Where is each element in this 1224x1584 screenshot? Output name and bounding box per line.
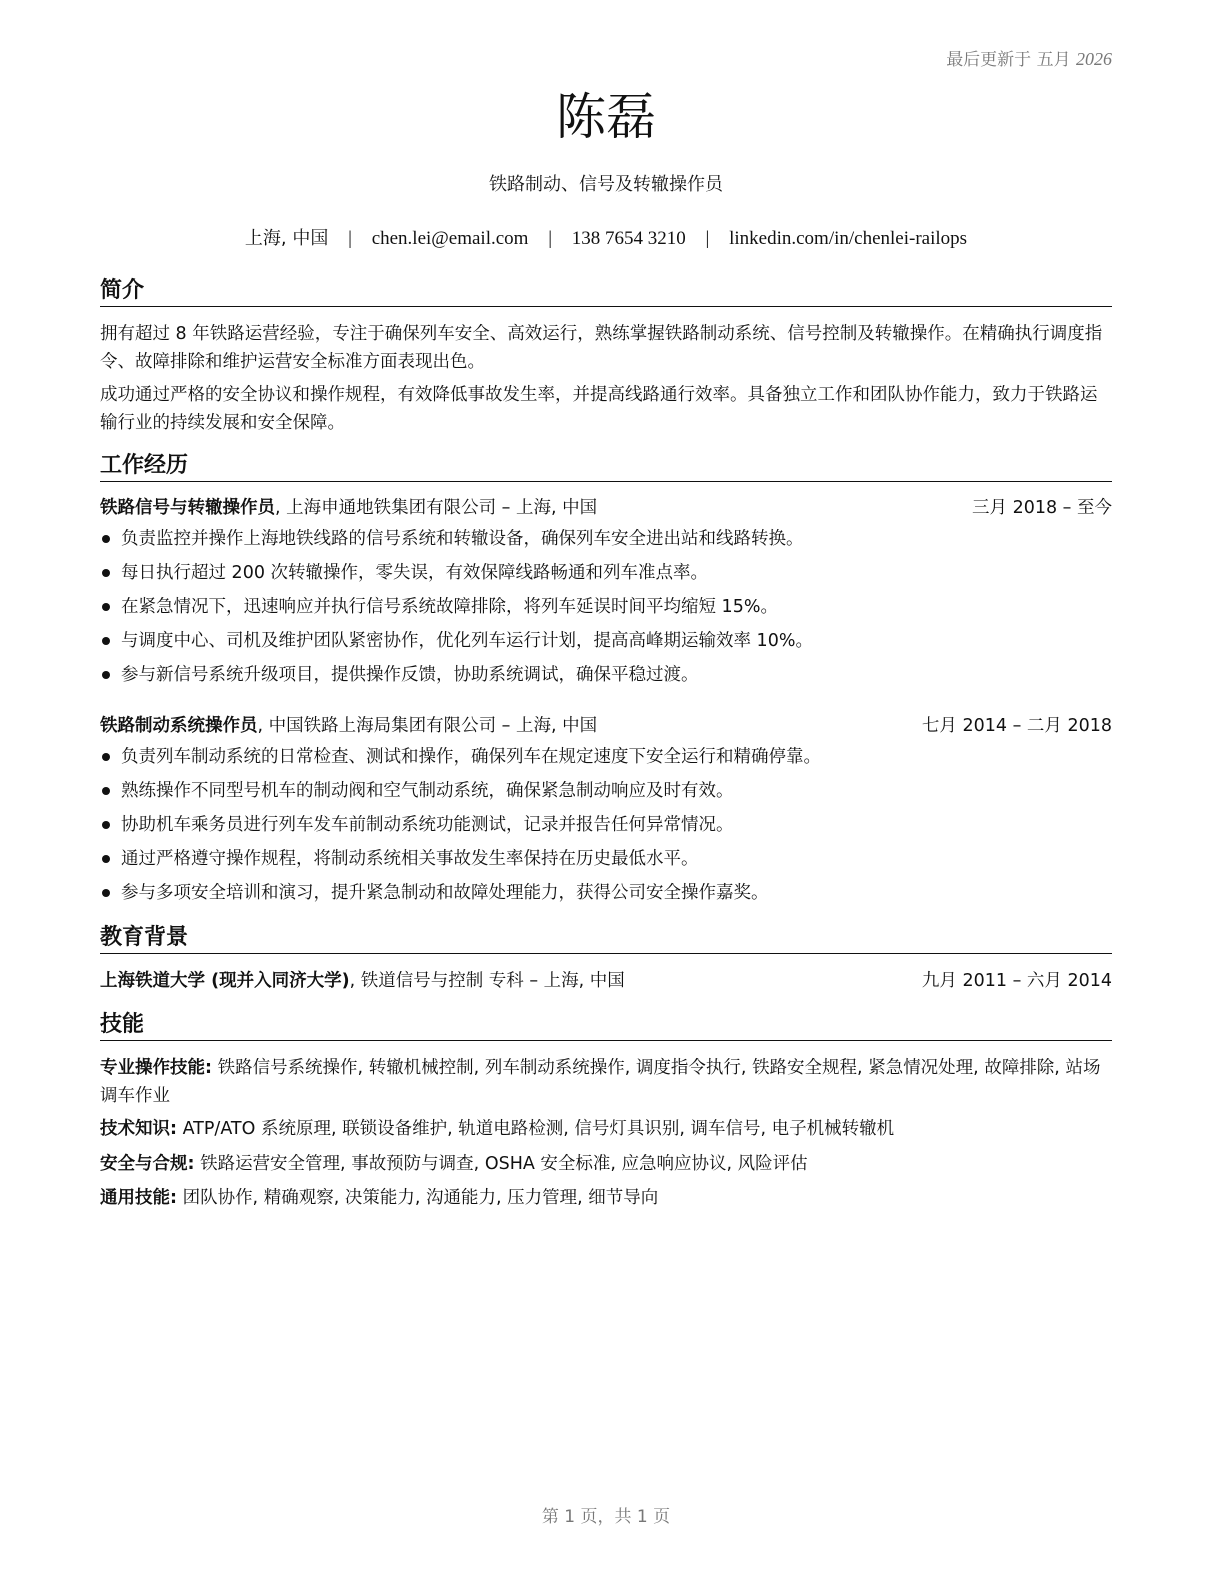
education-school: 上海铁道大学 (现并入同济大学)	[100, 971, 350, 991]
bullet-text: 协助机车乘务员进行列车发车前制动系统功能测试，记录并报告任何异常情况。	[121, 815, 734, 835]
candidate-headline: 铁路制动、信号及转辙操作员	[489, 174, 723, 195]
list-item	[100, 811, 1112, 845]
bullet-icon	[102, 569, 110, 577]
resume-page	[100, 0, 1112, 1584]
contact-linkedin[interactable]: linkedin.com/in/chenlei-railops	[729, 228, 968, 249]
skill-group	[100, 1184, 1112, 1212]
list-item	[100, 743, 1112, 777]
summary-paragraph: 成功通过严格的安全协议和操作规程，有效降低事故发生率，并提高线路通行效率。具备独立工作和团队协作能力，致力于铁路运输行业的持续发展和安全保障。	[100, 385, 1098, 433]
bullet-text: 通过严格遵守操作规程，将制动系统相关事故发生率保持在历史最低水平。	[121, 849, 699, 869]
contact-separator: |	[705, 228, 710, 249]
section-title-summary: 简介	[100, 276, 1112, 307]
skill-group-items: 铁路运营安全管理, 事故预防与调查, OSHA 安全标准, 应急响应协议, 风险评估	[194, 1154, 808, 1174]
skill-group-items: 铁路信号系统操作, 转辙机械控制, 列车制动系统操作, 调度指令执行, 铁路安全规程, 紧急情况处理, 故障排除, 站场调车作业	[100, 1058, 1101, 1106]
contact-email[interactable]: chen.lei@email.com	[371, 228, 529, 249]
job-dates: 七月 2014 – 二月 2018	[921, 716, 1112, 736]
job-bullet-list	[100, 743, 1112, 913]
job-header	[100, 494, 1112, 522]
contact-location: 上海, 中国	[244, 228, 329, 249]
bullet-icon	[102, 603, 110, 611]
last-updated-label: 最后更新于 五月	[946, 50, 1071, 70]
list-item	[100, 661, 1112, 695]
section-title-education: 教育背景	[100, 923, 1112, 954]
job-dates: 三月 2018 – 至今	[972, 498, 1112, 518]
list-item	[100, 559, 1112, 593]
skill-group-label: 通用技能:	[100, 1188, 177, 1208]
last-updated-year: 2026	[1076, 49, 1112, 69]
list-item	[100, 525, 1112, 559]
candidate-name: 陈磊	[556, 88, 656, 146]
bullet-text: 负责列车制动系统的日常检查、测试和操作，确保列车在规定速度下安全运行和精确停靠。	[121, 747, 821, 767]
job-role: 铁路信号与转辙操作员	[100, 498, 275, 518]
bullet-text: 参与新信号系统升级项目，提供操作反馈，协助系统调试，确保平稳过渡。	[121, 665, 699, 685]
job-title-line	[100, 494, 597, 522]
bullet-icon	[102, 889, 110, 897]
list-item	[100, 627, 1112, 661]
bullet-text: 每日执行超过 200 次转辙操作，零失误，有效保障线路畅通和列车准点率。	[121, 563, 709, 583]
list-item	[100, 777, 1112, 811]
job-organization: , 中国铁路上海局集团有限公司 – 上海, 中国	[257, 716, 598, 736]
bullet-icon	[102, 671, 110, 679]
bullet-text: 在紧急情况下，迅速响应并执行信号系统故障排除，将列车延误时间平均缩短 15%。	[121, 597, 778, 617]
section-title-experience: 工作经历	[100, 451, 1112, 482]
section-title-skills: 技能	[100, 1010, 1112, 1041]
bullet-icon	[102, 787, 110, 795]
skill-group	[100, 1115, 1112, 1143]
skill-group	[100, 1150, 1112, 1178]
job-bullet-list	[100, 525, 1112, 695]
list-item	[100, 845, 1112, 879]
page-number: 第 1 页，共 1 页	[541, 1507, 671, 1527]
last-updated	[946, 45, 1112, 70]
education-entry	[100, 967, 1112, 995]
job-title-line	[100, 712, 597, 740]
bullet-text: 负责监控并操作上海地铁线路的信号系统和转辙设备，确保列车安全进出站和线路转换。	[121, 529, 804, 549]
job-organization: , 上海申通地铁集团有限公司 – 上海, 中国	[275, 498, 598, 518]
contact-phone[interactable]: 138 7654 3210	[571, 228, 686, 249]
contact-separator: |	[548, 228, 553, 249]
bullet-icon	[102, 821, 110, 829]
contact-line	[100, 224, 1112, 250]
skill-group-label: 技术知识:	[100, 1119, 177, 1139]
education-dates: 九月 2011 – 六月 2014	[921, 971, 1112, 991]
education-title-line	[100, 967, 625, 995]
list-item	[100, 593, 1112, 627]
skill-group-items: ATP/ATO 系统原理, 联锁设备维护, 轨道电路检测, 信号灯具识别, 调车信号, 电子机械转辙机	[177, 1119, 895, 1139]
skill-group-label: 专业操作技能:	[100, 1058, 212, 1078]
bullet-icon	[102, 855, 110, 863]
bullet-icon	[102, 535, 110, 543]
bullet-icon	[102, 637, 110, 645]
job-header	[100, 712, 1112, 740]
bullet-text: 参与多项安全培训和演习，提升紧急制动和故障处理能力，获得公司安全操作嘉奖。	[121, 883, 769, 903]
education-detail: , 铁道信号与控制 专科 – 上海, 中国	[349, 971, 625, 991]
contact-separator: |	[348, 228, 352, 249]
summary-paragraph: 拥有超过 8 年铁路运营经验，专注于确保列车安全、高效运行，熟练掌握铁路制动系统、信号控制及转辙操作。在精确执行调度指令、故障排除和维护运营安全标准方面表现出色。	[100, 324, 1103, 372]
list-item	[100, 879, 1112, 913]
job-role: 铁路制动系统操作员	[100, 716, 258, 736]
bullet-text: 与调度中心、司机及维护团队紧密协作，优化列车运行计划，提高高峰期运输效率 10%。	[121, 631, 813, 651]
skill-group	[100, 1054, 1112, 1110]
bullet-text: 熟练操作不同型号机车的制动阀和空气制动系统，确保紧急制动响应及时有效。	[121, 781, 734, 801]
skill-group-items: 团队协作, 精确观察, 决策能力, 沟通能力, 压力管理, 细节导向	[177, 1188, 659, 1208]
skill-group-label: 安全与合规:	[100, 1154, 195, 1174]
bullet-icon	[102, 753, 110, 761]
